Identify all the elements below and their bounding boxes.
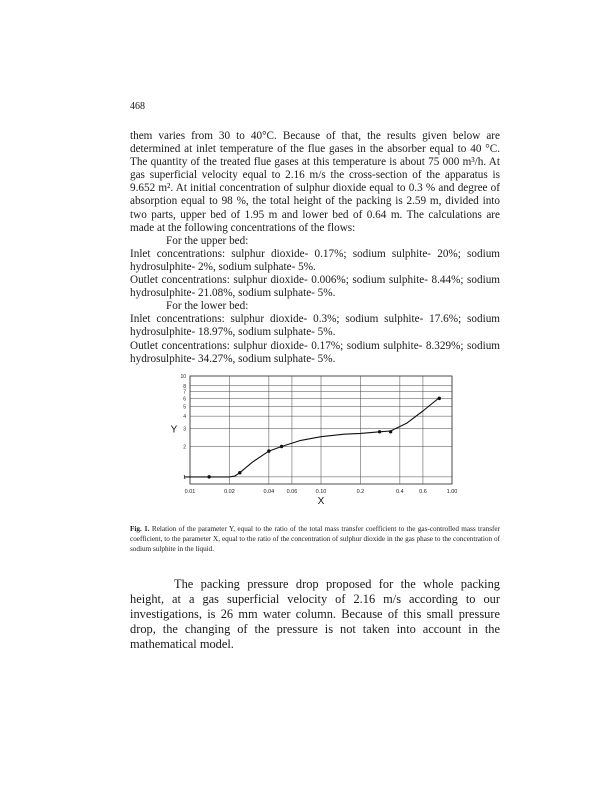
data-point: [238, 471, 241, 474]
y-axis-label: Y: [170, 424, 178, 436]
body-text-lower: [130, 577, 500, 652]
page-number: 468: [130, 101, 145, 112]
series-line: [184, 398, 439, 477]
paragraph: The packing pressure drop proposed for the whole packing height, at a gas superficial velocity of 2.16 m/s according to our investigations, is 26 mm water column. Because of this small pressure drop, the changing of the pressure is not taken into account in the mathematical model.: [130, 577, 500, 651]
data-point: [280, 445, 283, 448]
y-tick-label: 3: [183, 426, 186, 433]
y-tick-label: 2: [183, 444, 186, 451]
x-tick-label: 0.10: [315, 489, 327, 495]
x-tick-label: 0.06: [286, 489, 298, 495]
data-point: [438, 397, 441, 400]
data-point: [207, 475, 210, 478]
lower-bed-outlet: Outlet concentrations: sulphur dioxide- 0.17%; sodium sulphite- 8.329%; sodium hydrosulphite- 34.27%, sodium sulphate- 5%.: [130, 339, 500, 365]
body-text-upper: [130, 130, 500, 366]
x-tick-label: 0.04: [263, 489, 275, 495]
y-tick-label: 1: [183, 474, 186, 481]
x-tick-label: 1.00: [446, 489, 458, 495]
figure-caption: [130, 524, 500, 554]
lower-bed-inlet: Inlet concentrations: sulphur dioxide- 0.3%; sodium sulphite- 17.6%; sodium hydrosulphite- 18.97%, sodium sulphate- 5%.: [130, 313, 500, 339]
x-tick-label: 0.2: [356, 489, 365, 495]
chart-svg: [160, 368, 460, 518]
lower-bed-heading: For the lower bed:: [166, 300, 249, 313]
upper-bed-heading: For the upper bed:: [166, 234, 249, 247]
y-tick-label: 5: [183, 404, 186, 411]
caption-text: Relation of the parameter Y, equal to the ratio of the total mass transfer coefficient to the gas-controlled mass transfer coefficient, to the parameter X, equal to the ratio of the concentration of sulphur dioxide in the gas phase to the concentration of sodium sulphite in the liquid.: [130, 525, 500, 553]
data-point: [389, 430, 392, 433]
x-tick-label: 0.01: [184, 489, 196, 495]
y-tick-label: 8: [183, 383, 186, 390]
x-tick-label: 0.02: [224, 489, 235, 495]
x-tick-label: 0.6: [419, 489, 427, 495]
paragraph: them varies from 30 to 40°C. Because of that, the results given below are determined at inlet temperature of the flue gases in the absorber equal to 40 °C. The quantity of the treated flue gases at this temperature is about 75 000 m³/h. At gas superficial velocity equal to 2.16 m/s the cross-section of the apparatus is 9.652 m². At initial concentration of sulphur dioxide equal to 0.3 % and degree of absorption equal to 98 %, the total height of the packing is 2.59 m, divided into two parts, upper bed of 1.95 m and lower bed of 0.64 m. The calculations are made at the following concentrations of the flows:: [130, 130, 500, 234]
upper-bed-inlet: Inlet concentrations: sulphur dioxide- 0.17%; sodium sulphite- 20%; sodium hydrosulphite- 2%, sodium sulphate- 5%.: [130, 247, 500, 273]
x-axis-label: X: [317, 496, 325, 507]
data-point: [267, 449, 270, 452]
data-point: [378, 430, 381, 433]
y-tick-label: 4: [183, 414, 186, 421]
y-tick-label: 6: [183, 396, 186, 403]
caption-label: Fig. 1.: [130, 525, 150, 533]
y-tick-label: 7: [183, 389, 186, 396]
upper-bed-outlet: Outlet concentrations: sulphur dioxide- 0.006%; sodium sulphite- 8.44%; sodium hydrosulphite- 21.08%, sodium sulphate- 5%.: [130, 274, 500, 300]
figure-chart: [160, 368, 460, 518]
x-tick-label: 0.4: [396, 489, 404, 495]
y-tick-label: 10: [180, 374, 186, 380]
